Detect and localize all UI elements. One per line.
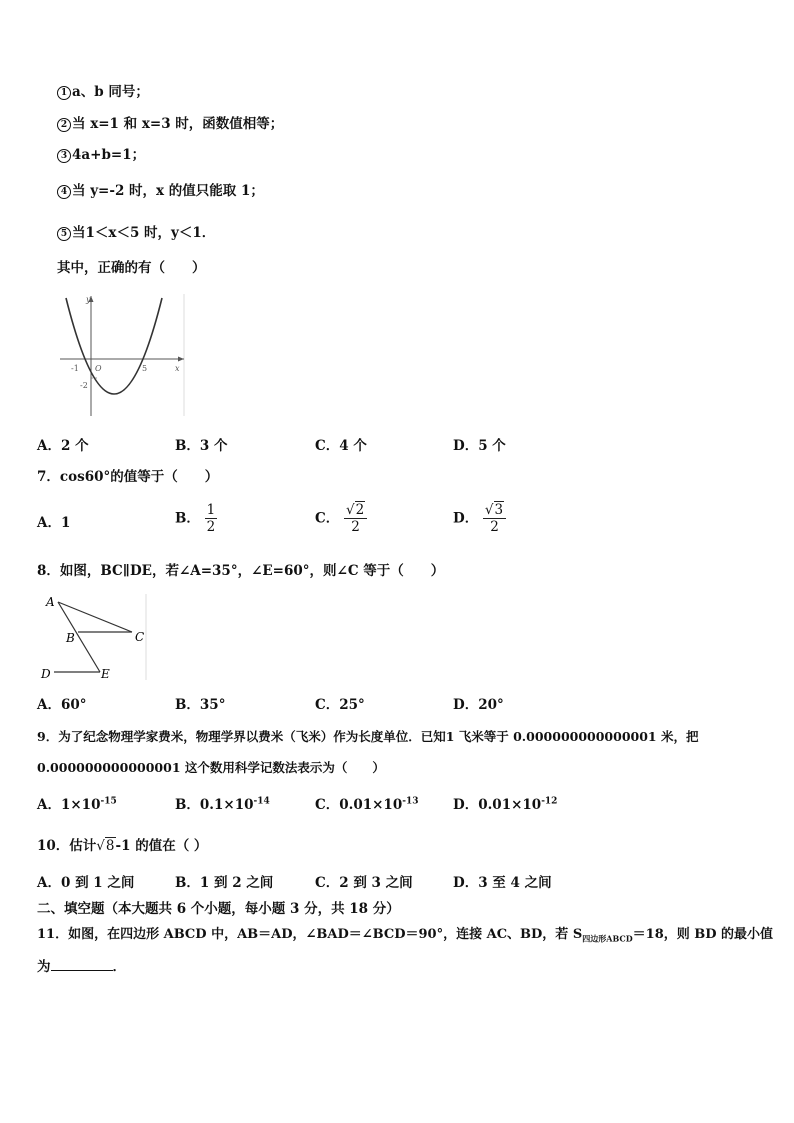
statement-3: [57, 147, 145, 163]
fraction: [483, 502, 506, 535]
prompt-text: ．: [112, 959, 126, 975]
numerator: √2: [344, 502, 367, 519]
exponent: -13: [402, 796, 419, 807]
statement-5: [57, 225, 215, 241]
q7-option-b: [175, 502, 217, 535]
fraction: [205, 502, 218, 535]
exponent: -15: [100, 796, 117, 807]
tick-5: 5: [142, 364, 148, 373]
point-d-label: D: [41, 667, 51, 681]
prompt-prefix: 10．估计: [37, 838, 97, 854]
q10-option-c: C．2 到 3 之间: [315, 875, 413, 891]
option-label: C．0.01×10: [315, 797, 403, 813]
q6-option-b: B．3 个: [175, 438, 228, 454]
q11-prompt-line2: [37, 958, 126, 975]
statement-text: 当1＜x＜5 时，y＜1．: [72, 225, 216, 241]
q9-option-a: [37, 797, 117, 813]
prompt-suffix: -1 的值在（ ）: [115, 838, 208, 854]
circled-number: 3: [57, 149, 71, 163]
point-c-label: C: [135, 630, 145, 644]
q7-prompt: 7．cos60°的值等于（ ）: [37, 469, 219, 485]
numerator: √3: [483, 502, 506, 519]
q10-option-a: A．0 到 1 之间: [37, 875, 135, 891]
parallel-lines-figure: [36, 592, 148, 682]
q8-option-b: B．35°: [175, 697, 226, 713]
tick-neg2: -2: [80, 381, 88, 390]
prompt-text: ＝18，则 BD 的最小值: [632, 927, 774, 942]
x-axis-label: x: [175, 364, 180, 373]
denominator: 2: [351, 519, 360, 535]
circled-number: 4: [57, 185, 71, 199]
exponent: -12: [541, 796, 558, 807]
q8-prompt: 8．如图，BC∥DE，若∠A=35°，∠E=60°，则∠C 等于（ ）: [37, 563, 445, 579]
q9-prompt-line1: 9．为了纪念物理学家费米，物理学界以费米（飞米）作为长度单位．已知1 飞米等于 0.000000000000001 米，把: [37, 729, 699, 744]
parabola-graph: [58, 292, 188, 418]
circled-number: 5: [57, 227, 71, 241]
circled-number: 2: [57, 118, 71, 132]
q11-prompt-line1: [37, 927, 773, 943]
circled-number: 1: [57, 86, 71, 100]
radicand: 3: [494, 502, 504, 518]
point-b-label: B: [66, 631, 75, 645]
q6-option-c: C．4 个: [315, 438, 367, 454]
q8-option-c: C．25°: [315, 697, 365, 713]
fraction: [344, 502, 367, 535]
q8-option-a: A．60°: [37, 697, 87, 713]
statement-1: [57, 84, 149, 100]
q9-prompt-line2: 0.000000000000001 这个数用科学记数法表示为（ ）: [37, 760, 385, 775]
radicand: 8: [105, 838, 115, 854]
q7-option-c: [315, 502, 367, 535]
option-label: D．: [453, 510, 479, 527]
option-label: D．0.01×10: [453, 797, 542, 813]
option-label: A．1×10: [37, 797, 101, 813]
q6-option-a: A．2 个: [37, 438, 89, 454]
q8-option-d: D．20°: [453, 697, 504, 713]
point-a-label: A: [46, 595, 55, 609]
option-label: B．: [175, 510, 200, 527]
option-label: B．0.1×10: [175, 797, 254, 813]
statement-2: [57, 116, 283, 132]
origin-label: O: [95, 364, 102, 373]
prompt-text: 11．如图，在四边形 ABCD 中，AB＝AD，∠BAD＝∠BCD＝90°，连接 AC、BD，若 S: [37, 927, 583, 942]
q6-prompt: 其中，正确的有（ ）: [57, 260, 206, 276]
numerator: 1: [206, 502, 216, 518]
denominator: 2: [206, 519, 216, 535]
q9-option-c: [315, 797, 419, 813]
statement-4: [57, 183, 264, 199]
radicand: 2: [355, 502, 365, 518]
statement-text: a、b 同号；: [72, 84, 149, 100]
q9-option-b: [175, 797, 270, 813]
y-axis-label: y: [86, 295, 91, 304]
exponent: -14: [253, 796, 270, 807]
statement-text: 当 x=1 和 x=3 时，函数值相等；: [72, 116, 284, 132]
option-label: C．: [315, 510, 340, 527]
q10-prompt: 10．估计√8-1 的值在（ ）: [37, 838, 208, 854]
q6-option-d: D．5 个: [453, 438, 506, 454]
section-heading: 二、填空题（本大题共 6 个小题，每小题 3 分，共 18 分）: [37, 901, 400, 917]
statement-text: 当 y=-2 时，x 的值只能取 1；: [72, 183, 264, 199]
q10-option-d: D．3 至 4 之间: [453, 875, 552, 891]
statement-text: 4a+b=1；: [72, 147, 146, 163]
answer-blank[interactable]: [51, 958, 113, 971]
prompt-text: 为: [37, 959, 51, 975]
tick-neg1: -1: [71, 364, 79, 373]
q10-option-b: B．1 到 2 之间: [175, 875, 274, 891]
q9-option-d: [453, 797, 557, 813]
denominator: 2: [490, 519, 499, 535]
subscript: 四边形ABCD: [582, 933, 633, 944]
q7-option-d: [453, 502, 506, 535]
q7-option-a: A．1: [37, 515, 71, 531]
point-e-label: E: [101, 667, 110, 681]
